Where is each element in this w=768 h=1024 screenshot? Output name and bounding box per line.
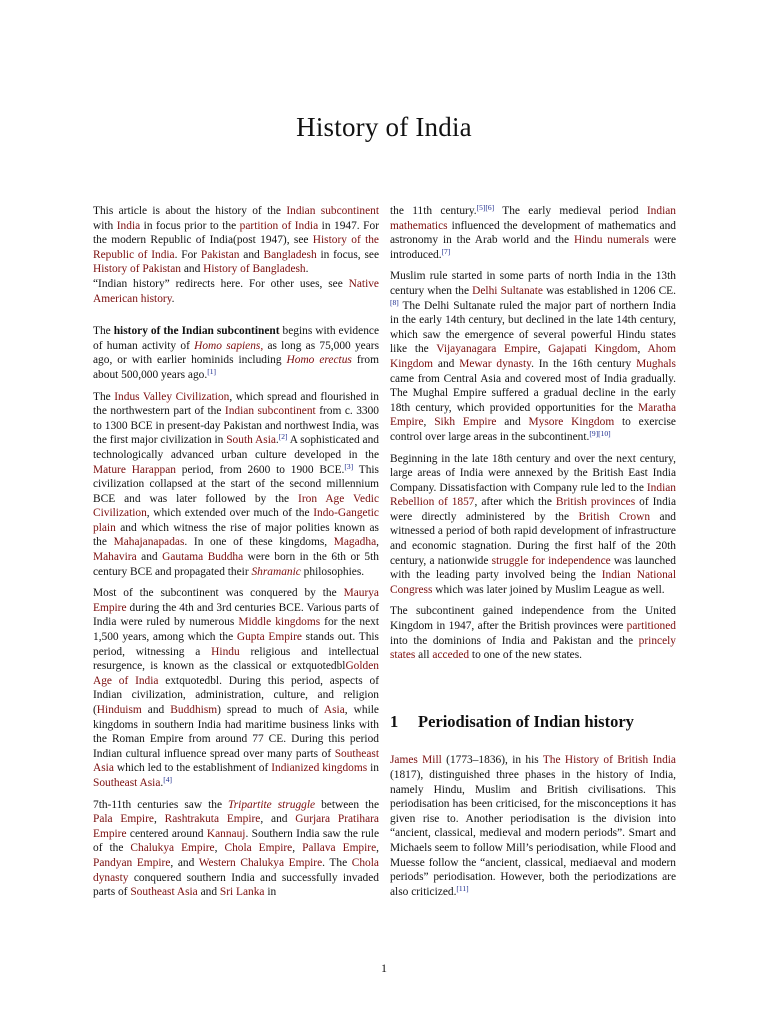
link-acceded[interactable]: acceded (432, 649, 470, 662)
link-south-asia[interactable]: South Asia (226, 434, 276, 447)
link-indian-rebellion-1857[interactable]: Indian Rebellion of 1857 (390, 481, 676, 509)
link-buddhism[interactable]: Buddhism (170, 704, 218, 716)
mathematics-paragraph: the 11th century.[5][6] The early medieval period Indian mathematics influenced the development of mathematics and astronomy in the Arab world and the Hindu numerals were introduced.[7] (390, 203, 677, 261)
link-gautama-buddha[interactable]: Gautama Buddha (162, 551, 244, 564)
link-indian-subcontinent[interactable]: Indian subcontinent (286, 205, 379, 217)
link-mysore-kingdom[interactable]: Mysore Kingdom (528, 416, 615, 429)
link-pakistan[interactable]: Pakistan (200, 248, 240, 261)
link-indo-gangetic-plain[interactable]: Indo-Gangetic plain (93, 507, 379, 534)
link-mughals[interactable]: Mughals (636, 357, 676, 370)
link-history-republic-india[interactable]: History of the Republic of India (93, 234, 379, 261)
hatnote-paragraph: This article is about the history of the Indian subcontinent with India in focus prior to the partition of India in 1947. For the modern Republic of India(post 1947), see History of the Republic of India. For Pakistan and Bangladesh in focus, see History of Pakistan and History of Bangladesh. (93, 205, 379, 276)
link-mahajanapadas[interactable]: Mahajanapadas (113, 536, 185, 549)
muslim-rule-paragraph: Muslim rule started in some parts of north India in the 13th century when the Delhi Sultanate was established in 1206 CE.[8] The Delhi Sultanate ruled the major part of northern India in the early 14th century, but declined in the late 14th century, which saw the emergence of several powerful Hindu states like the Vijayanagara Empire, Gajapati Kingdom, Ahom Kingdom and Mewar dynasty. In the 16th century Mughals came from Central Asia and covered most of India gradually. The Mughal Empire suffered a gradual decline in the early 18th century, which provided opportunities for the Maratha Empire, Sikh Empire and Mysore Kingdom to exercise control over large areas in the subcontinent.[9][10] (390, 270, 676, 443)
link-golden-age[interactable]: Golden Age of India (93, 660, 379, 687)
link-history-of-pakistan[interactable]: History of Pakistan (93, 263, 181, 276)
independence-paragraph: The subcontinent gained independence from the United Kingdom in 1947, after the British provinces were partitioned into the dominions of India and Pakistan and the princely states all acceded to one of the new states. (390, 605, 676, 662)
link-homo-sapiens[interactable]: Homo sapiens, (194, 339, 264, 352)
link-mahavira[interactable]: Mahavira (93, 551, 137, 564)
link-british-provinces[interactable]: British provinces (555, 496, 636, 509)
intro-paragraph: The history of the Indian subcontinent begins with evidence of human activity of Homo sapiens, as long as 75,000 years ago, or with earlier hominids including Homo erectus from about 500,000 years ago.[1] (93, 325, 380, 381)
link-tripartite-struggle[interactable]: Tripartite struggle (228, 798, 316, 811)
link-indus-valley[interactable]: Indus Valley Civilization (114, 390, 230, 403)
link-asia[interactable]: Asia (323, 704, 345, 716)
citation-11[interactable]: [11] (456, 883, 469, 893)
link-british-crown[interactable]: British Crown (578, 510, 651, 523)
link-western-chalukya[interactable]: Western Chalukya Empire (198, 856, 323, 869)
maurya-paragraph: Most of the subcontinent was conquered by the Maurya Empire during the 4th and 3rd centuries BCE. Various parts of India were ruled by numerous Middle kingdoms for the next 1,500 years, among which the Gupta Empire stands out. This period, witnessing a Hindu religious and intellectual resurgence, is known as the classical or extquotedblGolden Age of India extquotedbl. During this period, aspects of Indian civilization, administration, culture, and religion (Hinduism and Buddhism) spread to much of Asia, while kingdoms in southern India had maritime business links with the Roman Empire from around 77 CE. During this period Indian cultural influence spread over many parts of Southeast Asia which led to the establishment of Indianized kingdoms in Southeast Asia.[4] (93, 587, 380, 789)
redirect-hatnote: “Indian history” redirects here. For other uses, see Native American history. (93, 277, 379, 305)
link-indianized-kingdoms[interactable]: Indianized kingdoms (271, 762, 368, 775)
link-pala-empire[interactable]: Pala Empire (93, 813, 154, 826)
link-vijayanagara-empire[interactable]: Vijayanagara Empire (436, 343, 538, 356)
link-native-american-history[interactable]: Native American history (93, 277, 379, 305)
medieval-paragraph: 7th-11th centuries saw the Tripartite struggle between the Pala Empire, Rashtrakuta Empire, and Gurjara Pratihara Empire centered around Kannauj. Southern India saw the rule of the Chalukya Empire, Chola Empire, Pallava Empire, Pandyan Empire, and Western Chalukya Empire. The Chola dynasty conquered southern India and successfully invaded parts of Southeast Asia and Sri Lanka in (93, 798, 379, 899)
link-gurjara-pratihara[interactable]: Gurjara Pratihara Empire (93, 813, 379, 840)
left-column (93, 204, 379, 907)
citation-5-6[interactable]: [5][6] (476, 203, 495, 212)
link-magadha[interactable]: Magadha (333, 536, 377, 549)
link-chola-empire[interactable]: Chola Empire (224, 842, 293, 855)
link-southeast-asia-3[interactable]: Southeast Asia (130, 886, 198, 899)
citation-4[interactable]: [4] (163, 774, 173, 784)
link-homo-erectus[interactable]: Homo erectus (286, 354, 352, 367)
link-james-mill[interactable]: James Mill (390, 754, 442, 767)
link-southeast-asia[interactable]: Southeast Asia (93, 747, 379, 775)
link-indian-national-congress[interactable]: Indian National Congress (390, 569, 676, 596)
citation-2[interactable]: [2] (278, 432, 288, 442)
link-delhi-sultanate[interactable]: Delhi Sultanate (472, 284, 543, 297)
link-struggle-for-independence[interactable]: struggle for independence (491, 554, 611, 567)
link-hindu-numerals[interactable]: Hindu numerals (573, 234, 650, 247)
section-number: 1 (390, 711, 399, 731)
link-history-of-bangladesh[interactable]: History of Bangladesh (203, 263, 306, 276)
page-number: 1 (381, 961, 387, 975)
link-hinduism[interactable]: Hinduism (96, 704, 142, 716)
link-maratha-empire[interactable]: Maratha Empire (390, 401, 676, 429)
link-history-of-british-india[interactable]: The History of British India (542, 754, 676, 767)
link-kannauj[interactable]: Kannauj (206, 827, 246, 840)
link-indian-mathematics[interactable]: Indian mathematics (390, 205, 676, 232)
periodisation-paragraph: James Mill (1773–1836), in his The History of British India (1817), distinguished three phases in the history of India, namely Hindu, Muslim and British civilisations. This periodisation has been criticised, for the misconceptions it has given rise to. Another periodisation is the division into “ancient, classical, medieval and modern periods”. Smart and Michaels seem to follow Mill’s periodisation, while Flood and Muesse follow the “ancient, classical, mediaeval and modern periods” periodisation. However, both the periodizations are also criticized.[11] (390, 754, 676, 898)
citation-3[interactable]: [3] (344, 461, 354, 471)
link-mature-harappan[interactable]: Mature Harappan (93, 463, 176, 476)
citation-1[interactable]: [1] (207, 366, 216, 376)
link-chola-dynasty[interactable]: Chola dynasty (93, 856, 379, 884)
link-partitioned[interactable]: partitioned (626, 620, 676, 633)
link-princely-states[interactable]: princely states (390, 634, 676, 662)
citation-9-10[interactable]: [9][10] (589, 428, 611, 438)
link-hindu[interactable]: Hindu (211, 645, 240, 658)
citation-8[interactable]: [8] (390, 297, 399, 307)
link-partition-of-india[interactable]: partition of India (239, 219, 319, 232)
british-paragraph: Beginning in the late 18th century and over the next century, large areas of India were annexed by the British East India Company. Dissatisfaction with Company rule led to the Indian Rebellion of 1857, after which the British provinces of India were directly administered by the British Crown and witnessed a period of both rapid development of infrastructure and economic stagnation. During the first half of the 20th century, a nationwide struggle for independence was launched with the leading party involved being the Indian National Congress which was later joined by Muslim League as well. (390, 452, 676, 596)
link-sikh-empire[interactable]: Sikh Empire (434, 416, 497, 429)
citation-7[interactable]: [7] (441, 246, 451, 256)
link-indian-subcontinent-2[interactable]: Indian subcontinent (224, 405, 316, 418)
right-column (390, 204, 676, 906)
link-pallava-empire[interactable]: Pallava Empire (302, 842, 377, 855)
link-sri-lanka[interactable]: Sri Lanka (219, 886, 265, 899)
link-pandyan-empire[interactable]: Pandyan Empire (93, 856, 171, 869)
link-shramanic[interactable]: Shramanic (251, 565, 301, 578)
link-gupta-empire[interactable]: Gupta Empire (236, 631, 302, 644)
link-ahom-kingdom[interactable]: Ahom Kingdom (390, 343, 676, 370)
section-heading-periodisation (390, 711, 676, 731)
link-bangladesh[interactable]: Bangladesh (263, 248, 317, 261)
page-title: History of India (296, 112, 472, 142)
link-chalukya-empire[interactable]: Chalukya Empire (130, 842, 215, 855)
link-mewar-dynasty[interactable]: Mewar dynasty (459, 357, 532, 370)
indus-paragraph: The Indus Valley Civilization, which spread and flourished in the northwestern part of the Indian subcontinent from c. 3300 to 1300 BCE in present-day Pakistan and northwest India, was the first major civilization in South Asia.[2] A sophisticated and technologically advanced urban culture developed in the Mature Harappan period, from 2600 to 1900 BCE.[3] This civilization collapsed at the start of the second millennium BCE and was later followed by the Iron Age Vedic Civilization, which extended over much of the Indo-Gangetic plain and which witness the rise of major polities known as the Mahajanapadas. In one of these kingdoms, Magadha, Mahavira and Gautama Buddha were born in the 6th or 5th century BCE and propagated their Shramanic philosophies. (93, 390, 379, 578)
link-middle-kingdoms[interactable]: Middle kingdoms (238, 616, 321, 629)
link-india[interactable]: India (116, 219, 141, 232)
link-gajapati-kingdom[interactable]: Gajapati Kingdom (548, 343, 638, 356)
link-rashtrakuta-empire[interactable]: Rashtrakuta Empire (164, 813, 261, 826)
link-iron-age-vedic[interactable]: Iron Age Vedic Civilization (93, 492, 379, 520)
section-title: Periodisation of Indian history (418, 711, 634, 731)
link-southeast-asia-2[interactable]: Southeast Asia (93, 776, 161, 789)
link-maurya-empire[interactable]: Maurya Empire (93, 587, 379, 614)
